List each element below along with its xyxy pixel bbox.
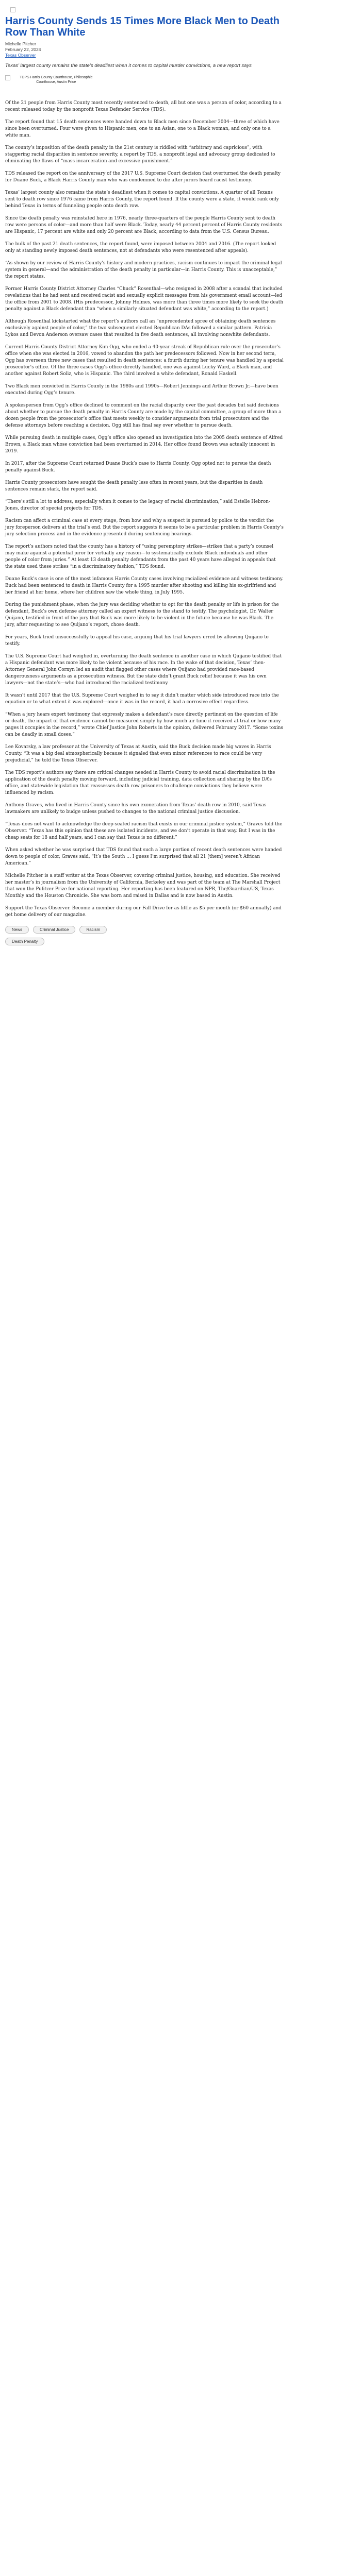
image-caption [20, 75, 93, 84]
article-paragraph: During the punishment phase, when the jury was deciding whether to opt for the death penalty or life in prison for the defendant, Buck’s own defense attorney called an expert witness to the stand to testify. The psychologist, Dr. Walter Quijano, testified in front of the jury that Buck was more likely to be violent in the future because he was Black. The jury, after requesting to see Quijano’s report, chose death. [5, 602, 279, 628]
article-paragraph: While pursuing death in multiple cases, Ogg’s office also opened an investigation into the 2005 death sentence of Alfred Brown, a Black man whose conviction had been overturned in 2014. Her office found Brown was actually innocent in 2019. [5, 435, 283, 454]
article-paragraph: The TDS report’s authors say there are critical changes needed in Harris County to avoid racial discrimination in the application of the death penalty moving forward, including judicial training, data collection and sharing by the DA’s office, and statewide legislation that reassesses death row prisoners to challenge convictions they believe were influenced by racism. [5, 770, 275, 795]
article-dek: Texas’ largest county remains the state’s deadliest when it comes to capital murder convictions, a new report says [5, 63, 252, 69]
broken-image-icon [10, 7, 15, 12]
article-paragraph: “As shown by our review of Harris County’s history and modern practices, racism continues to impact the criminal legal system in general—and the administration of the death penalty in particular—in Harris County. This is unacceptable,” the report states. [5, 261, 282, 279]
article-paragraph: Of the 21 people from Harris County most recently sentenced to death, all but one was a person of color, according to a recent released today by the nonprofit Texas Defender Service (TDS). [5, 100, 282, 112]
article-paragraph: When asked whether he was surprised that TDS found that such a large portion of recent death sentences were handed down to people of color, Graves said, “It’s the South … I guess I’m surprised that all 21 [them] weren’t African American.” [5, 848, 282, 866]
article-paragraph: The county’s imposition of the death penalty in the 21st century is riddled with “arbitrary and capricious”, with staggering racial disparities in sentence severity, a report by TDS, a nonprofit legal and advocacy group dedicated to eliminating the flaws of “mass incarceration and excessive punishment.” [5, 145, 275, 164]
tag-list [5, 926, 284, 945]
article-paragraph: “Texas does not want to acknowledge the deep-seated racism that exists in our criminal justice system,” Graves told the Observer. “Texas has this opinion that these are isolated incidents, and we don’t operate in that way. But I was in the cheap seats for 18 and half years, and I can say that Texas is no different.” [5, 822, 283, 840]
article-paragraph: In 2017, after the Supreme Court returned Duane Buck’s case to Harris County, Ogg opted not to pursue the death penalty against Buck. [5, 461, 271, 473]
publication-link[interactable]: Texas Observer [5, 53, 36, 58]
article-paragraph: It wasn’t until 2017 that the U.S. Supreme Court weighed in to say it didn’t matter which side introduced race into the equation or to what extent it was explored—once it was in the record, it had a corrosive effect regardless. [5, 693, 279, 705]
article-paragraph: Since the death penalty was reinstated here in 1976, nearly three-quarters of the people Harris County sent to death row were persons of color—and more than half were Black. Today, nearly 44 percent percent of Harris County residents are Hispanic, 17 percent are white and only 20 percent are Black, according to data from the U.S. Census Bureau. [5, 216, 283, 234]
article-paragraph: Lee Kovarsky, a law professor at the University of Texas at Austin, said the Buck decision made big waves in Harris County. “It was a big deal atmospherically because it signaled that even minor references to race could be very prejudicial,” he told the Texas Observer. [5, 744, 271, 763]
article-paragraph: Anthony Graves, who lived in Harris County since his own exoneration from Texas’ death row in 2010, said Texas lawmakers are unlikely to budge unless pushed to changes to the national criminal justice discussion. [5, 803, 267, 815]
article-paragraph: TDS released the report on the anniversary of the 2017 U.S. Supreme Court decision that overturned the death penalty for Duane Buck, a Black Harris County man who was condemned to die after jurors heard racist testimony. [5, 171, 281, 183]
article-meta [5, 41, 284, 58]
article-paragraph: Support the Texas Observer. Become a member during our Fall Drive for as little as $5 per month (or $60 annually) and get home delivery of our magazine. [5, 906, 282, 918]
top-bar [5, 4, 356, 8]
article-paragraph: A spokesperson from Ogg’s office declined to comment on the racial disparity over the past decades but said decisions about whether to pursue the death penalty in Harris County are made by the capital committee, a group of more than a dozen people from the prosecutor’s office that meets weekly to consider arguments from trial prosecutors and the defense attorneys before reaching a decision. Ogg still has final say over whether to pursue death. [5, 403, 282, 428]
article-paragraph: Duane Buck’s case is one of the most infamous Harris County cases involving racialized evidence and witness testimony. Buck had been sentenced to death in Harris County for a 1995 murder after shooting and killing his ex-girlfriend and her friend at her home, where her children saw the whole thing, in July 1995. [5, 577, 284, 595]
article-paragraph: Texas’ largest county also remains the state’s deadliest when it comes to capital convictions. A quarter of all Texans sent to death row since 1976 came from Harris County, the report found. If the county were a state, it would rank only behind Texas in terms of funneling people onto death row. [5, 190, 279, 209]
image-placeholder-icon [5, 75, 10, 80]
article-paragraph: Current Harris County District Attorney Kim Ogg, who ended a 40-year streak of Republican rule over the prosecutor’s office when she was elected in 2016, vowed to abandon the path her predecessors followed. Now in her second term, Ogg has overseen three new cases that resulted in death sentences; a fourth during her tenure was handled by a special prosecutor’s office. Of the three cases Ogg’s office directly handled, one was against Lucky Ward, a Black man, and another against Robert Soliz, who is Hispanic. The third involved a white defendant, Ronald Haskell. [5, 345, 284, 377]
article-paragraph: Former Harris County District Attorney Charles “Chuck” Rosenthal—who resigned in 2008 after a scandal that included revelations that he had sent and received racist and sexually explicit messages from his government email account—led the office from 2001 to 2008. (His predecessor, Johnny Holmes, was more than three times more likely to seek the death penalty against a Black defendant than “when a similarly situated defendant was white,” according to the report.) [5, 286, 284, 312]
publish-date: February 22, 2024 [5, 47, 41, 52]
tag-chip[interactable]: Death Penalty [5, 938, 44, 945]
article-paragraph: The report found that 15 death sentences were handed down to Black men since December 2004—three of which have since been overturned. Four were given to Hispanic men, one to an Asian, one to a Black woman, and only one to a white man. [5, 120, 280, 138]
article-paragraph: The report’s authors noted that the county has a history of “using peremptory strikes—strikes that a party’s counsel may make against a potential juror for virtually any reason—to systematically exclude Black individuals and other people of color from juries.” At least 13 death penalty defendants from the past 40 years have alleged in appeals that the state used these strikes “in a discriminatory fashion,” TDS found. [5, 544, 276, 569]
image-caption-line: Courthouse, Austin Price [36, 80, 76, 84]
article-paragraph: Harris County prosecutors have sought the death penalty less often in recent years, but the disparities in death sentences remain stark, the report said. [5, 480, 263, 492]
tag-chip[interactable]: Criminal Justice [33, 926, 75, 934]
article-paragraph: “There’s still a lot to address, especially when it comes to the legacy of racial discrimination,” said Estelle Hebron-Jones, director of special projects for TDS. [5, 499, 270, 511]
tag-chip[interactable]: News [5, 926, 29, 934]
article-paragraph: For years, Buck tried unsuccessfully to appeal his case, arguing that his trial lawyers erred by allowing Quijano to testify. [5, 635, 269, 647]
article-title: Harris County Sends 15 Times More Black Men to Death Row Than White [5, 15, 280, 38]
author: Michelle Pitcher [5, 41, 36, 46]
article-paragraph: “When a jury hears expert testimony that expressly makes a defendant’s race directly pertinent on the question of life or death, the impact of that evidence cannot be measured simply by how much air time it received at trial or how many pages it occupies in the record,” wrote Chief Justice John Roberts in the opinion, delivered February 2017. “Some toxins can be deadly in small doses.” [5, 712, 283, 737]
article-paragraph: The bulk of the past 21 death sentences, the report found, were imposed between 2004 and 2016. (The report looked only at standing newly imposed death sentences, not at defendants who were resentenced after appeals). [5, 242, 276, 253]
article-paragraph: Michelle Pitcher is a staff writer at the Texas Observer, covering criminal justice, housing, and education. She received her master’s in journalism from the University of California, Berkeley and was part of the team at The Marshall Project that won the Pulitzer Prize for national reporting. Her reporting has been featured on NPR, The/Guardian/US, Texas Monthly and the Houston Chronicle. She was born and raised in Dallas and is now based in Austin. [5, 873, 281, 899]
tag-chip[interactable]: Racism [79, 926, 107, 934]
article-figure [5, 74, 284, 84]
article-body [5, 100, 284, 919]
image-caption-line: TDPS Harris County Courthouse, Philosophie [20, 76, 93, 79]
article-paragraph: Although Rosenthal kickstarted what the report’s authors call an “unprecedented spree of obtaining death sentences exclusively against people of color,” the two subsequent elected Republican DAs followed a similar pattern. Patricia Lykos and Devon Anderson oversaw cases that resulted in five death sentences, all involving nonwhite defendants. [5, 319, 276, 337]
article-paragraph: Racism can affect a criminal case at every stage, from how and why a suspect is pursued by police to the verdict the jury foreperson delivers at the trial’s end. But the report suggests it seems to be a particular problem in Harris County’s jury selection process and in the evidence presented during sentencing hearings. [5, 518, 284, 537]
article-paragraph: The U.S. Supreme Court had weighed in, overturning the death sentence in another case in which Quijano testified that a Hispanic defendant was more likely to be violent because of his race. In the wake of that decision, Texas’ then-Attorney General John Cornyn led an audit that flagged other cases where Quijano had provided race-based dangerousness arguments as a prosecution witness. But the state didn’t grant Buck relief because it was his own lawyers—not the state’s—who had introduced the racialized testimony. [5, 654, 282, 686]
article [5, 15, 284, 950]
article-paragraph: Two Black men convicted in Harris County in the 1980s and 1990s—Robert Jennings and Arthur Brown Jr.—have been executed during Ogg’s tenure. [5, 384, 278, 396]
